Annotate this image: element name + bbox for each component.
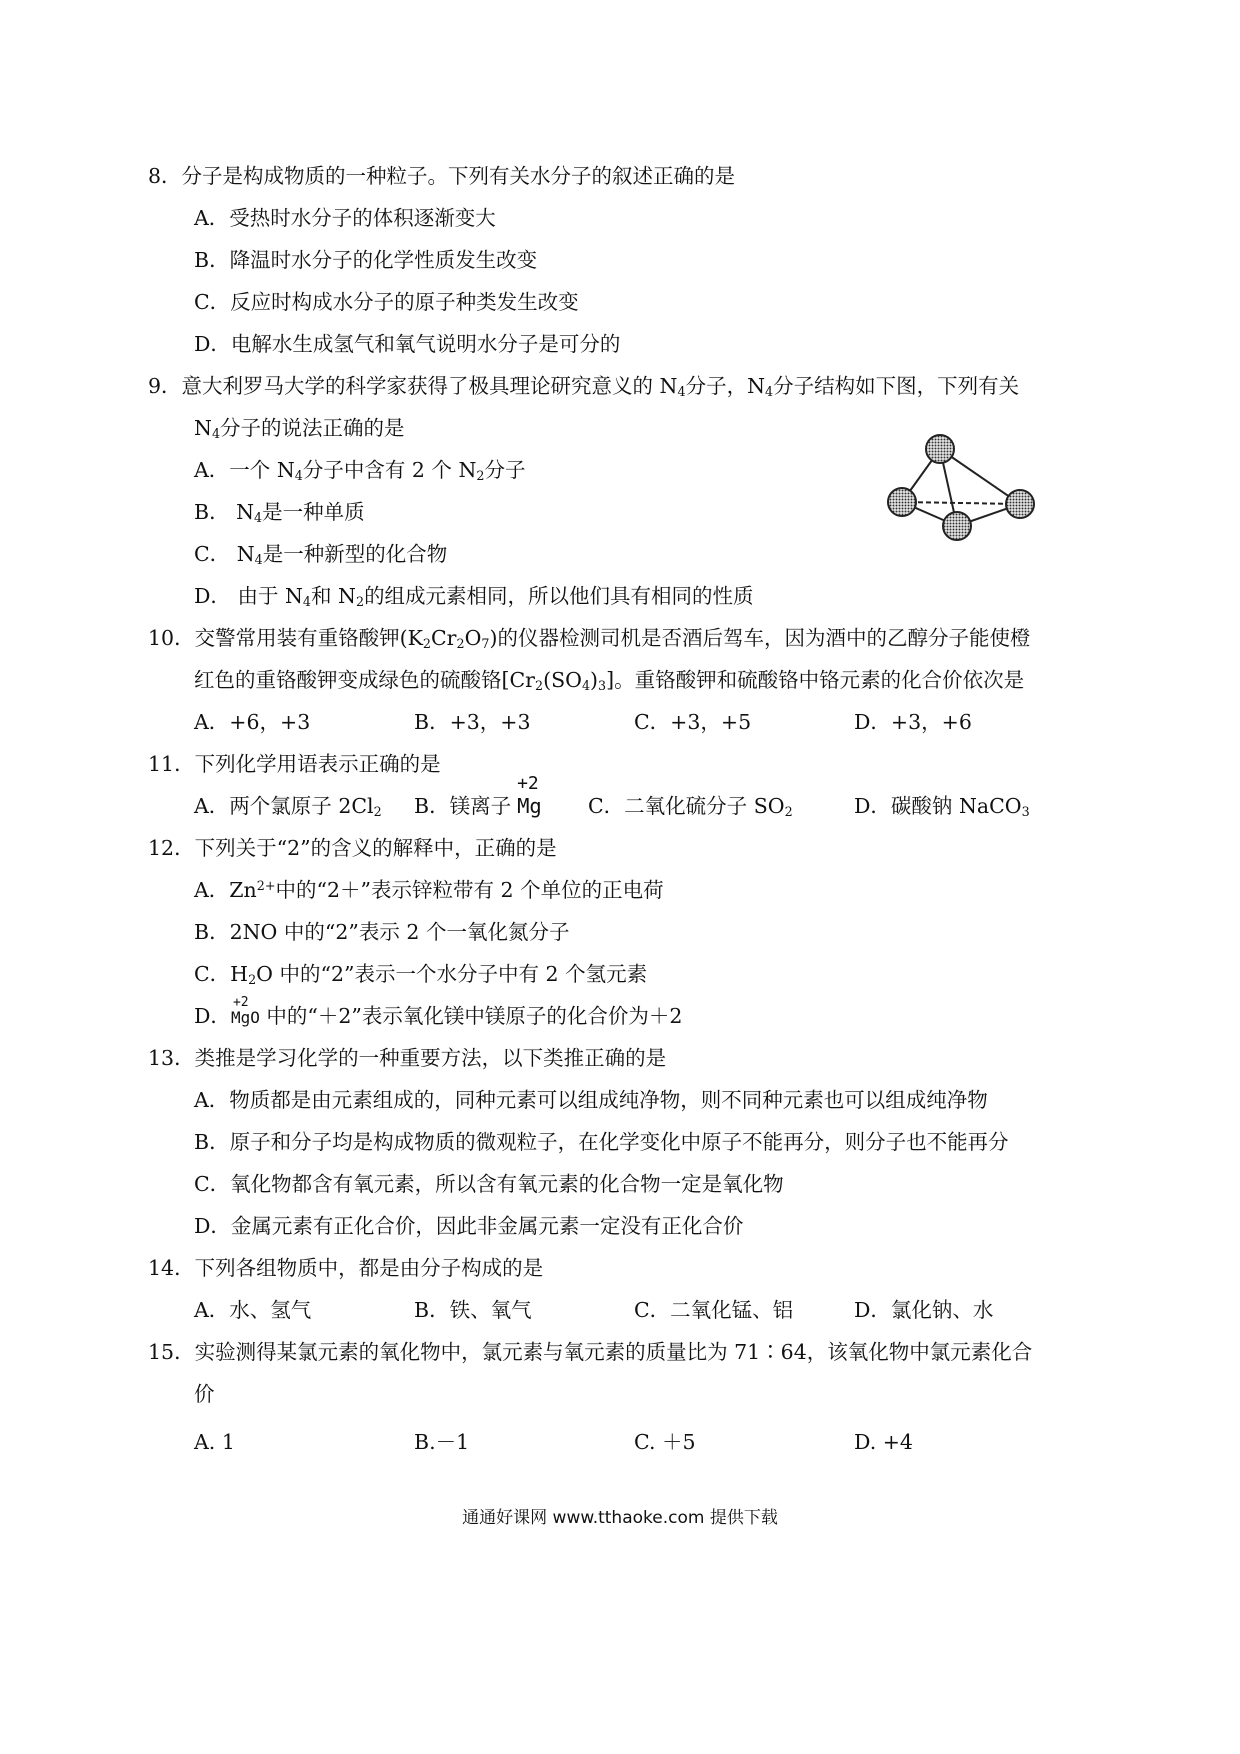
- q10-stem-line1: 10．交警常用装有重铬酸钾$(K_2Cr_2O_7)$的仪器检测司机是否酒后驾车，因为酒中的乙醇分子能使橙: [148, 626, 1031, 652]
- q13-option-a: A．物质都是由元素组成的，同种元素可以组成纯净物，则不同种元素也可以组成纯净物: [194, 1088, 988, 1112]
- q15-stem-line2: 价: [194, 1382, 215, 1406]
- q9-stem-line1: 9．意大利罗马大学的科学家获得了极具理论研究意义的 $N_4$分子，$N_4$分子结构如下图，下列有关: [148, 374, 1020, 400]
- q14-option-c: C．二氧化锰、铝: [634, 1298, 794, 1322]
- q8-option-d: D．电解水生成氢气和氧气说明水分子是可分的: [194, 332, 621, 356]
- n-atom-right: [1006, 490, 1034, 518]
- q9-option-a: A．一个 $N_4$分子中含有 2 个 $N_2$分子: [194, 458, 526, 484]
- n-atom-left: [888, 488, 916, 516]
- q12-stem: 12．下列关于“2”的含义的解释中，正确的是: [148, 836, 557, 860]
- q11-option-a: A．两个氯原子 $2Cl_2$: [194, 794, 382, 820]
- q12-option-b: B．2NO 中的“2”表示 2 个一氧化氮分子: [194, 920, 570, 944]
- q11-option-b: B．镁离子 +2 Mg: [414, 773, 542, 818]
- q10-option-a: A．+6，+3: [194, 710, 311, 734]
- mgo-valence-notation: +2 MgO: [230, 995, 260, 1027]
- q13-option-c: C．氧化物都含有氧元素，所以含有氧元素的化合物一定是氧化物: [194, 1172, 784, 1196]
- q12-option-c: C．$H_2O$ 中的“2”表示一个水分子中有 2 个氢元素: [194, 962, 648, 988]
- q9-stem-line2: $N_4$分子的说法正确的是: [194, 416, 405, 442]
- q11-option-d: D．碳酸钠 NaCO$_3$: [854, 794, 1030, 820]
- page-footer: 通通好课网 www.tthaoke.com 提供下载: [462, 1508, 778, 1528]
- q10-stem-line2: 红色的重铬酸钾变成绿色的硫酸铬$[Cr_2(SO_4)_3]$。重铬酸钾和硫酸铬中铬元素的化合价依次是: [194, 668, 1025, 694]
- q15-option-b: B.－1: [414, 1430, 470, 1454]
- q13-option-b: B．原子和分子均是构成物质的微观粒子，在化学变化中原子不能再分，则分子也不能再分: [194, 1130, 1009, 1154]
- q14-option-a: A．水、氢气: [194, 1298, 312, 1322]
- q15-option-c: C. ＋5: [634, 1430, 696, 1454]
- q9-option-d: D． 由于 $N_4$和 $N_2$的组成元素相同，所以他们具有相同的性质: [194, 584, 754, 610]
- q15-option-a: A. 1: [194, 1430, 235, 1454]
- q10-option-d: D．+3，+6: [854, 710, 972, 734]
- q10-option-b: B．+3，+3: [414, 710, 531, 734]
- q13-stem: 13．类推是学习化学的一种重要方法，以下类推正确的是: [148, 1046, 667, 1070]
- q8-option-a: A．受热时水分子的体积逐渐变大: [194, 206, 496, 230]
- q11-option-c: C．二氧化硫分子 $SO_2$: [588, 794, 793, 820]
- n-atom-bottom: [943, 512, 971, 540]
- q14-stem: 14．下列各组物质中，都是由分子构成的是: [148, 1256, 544, 1280]
- mg-valence-notation: +2 Mg: [517, 773, 542, 818]
- q13-option-d: D．金属元素有正化合价，因此非金属元素一定没有正化合价: [194, 1214, 744, 1238]
- q8-option-b: B．降温时水分子的化学性质发生改变: [194, 248, 538, 272]
- q8-option-c: C．反应时构成水分子的原子种类发生改变: [194, 290, 579, 314]
- q12-option-d: D． +2 MgO 中的“＋2”表示氧化镁中镁原子的化合价为＋2: [194, 1002, 682, 1032]
- q9-option-c: C． $N_4$是一种新型的化合物: [194, 542, 448, 568]
- q10-option-c: C．+3，+5: [634, 710, 752, 734]
- n4-molecule-figure: [880, 432, 1036, 544]
- q8-stem: 8．分子是构成物质的一种粒子。下列有关水分子的叙述正确的是: [148, 164, 736, 188]
- q9-option-b: B． $N_4$是一种单质: [194, 500, 365, 526]
- q14-option-b: B．铁、氧气: [414, 1298, 532, 1322]
- n-atom-top: [926, 435, 954, 463]
- q12-option-a: A．$Zn^{2+}$中的“2＋”表示锌粒带有 2 个单位的正电荷: [194, 878, 664, 902]
- q15-stem-line1: 15．实验测得某氯元素的氧化物中，氯元素与氧元素的质量比为 71∶64，该氧化物中氯元素化合: [148, 1340, 1033, 1364]
- q11-stem: 11．下列化学用语表示正确的是: [148, 752, 441, 776]
- q15-option-d: D. +4: [854, 1430, 913, 1454]
- q14-option-d: D．氯化钠、水: [854, 1298, 994, 1322]
